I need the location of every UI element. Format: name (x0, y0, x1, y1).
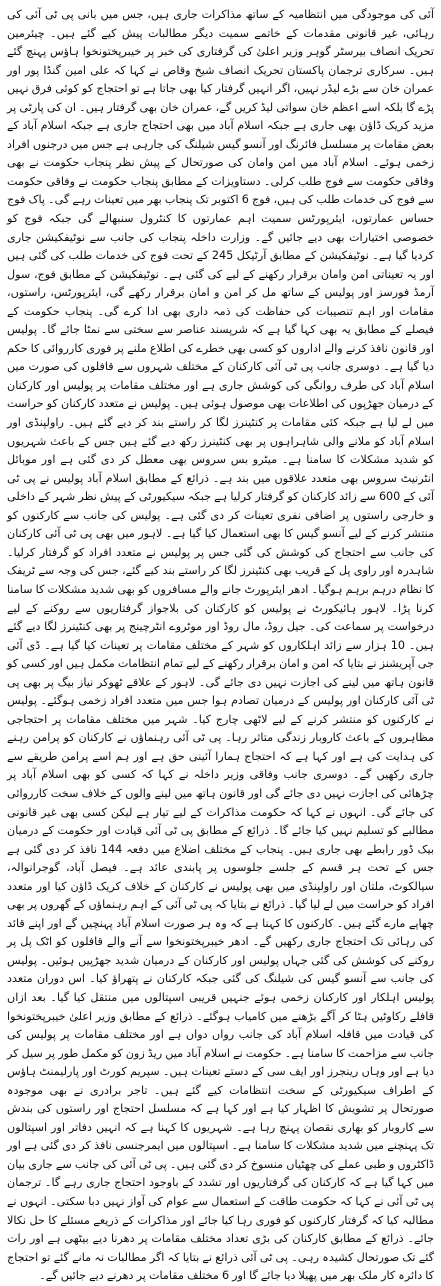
article-body: آئی کی موجودگی میں انتظامیہ کے ساتھ مذاکرات جاری ہیں، جس میں بانی پی ٹی آئی کی رہائی، غیر قانونی مقدمات کے خاتمے سمیت دیگر مطالبات پیش کیے گئے ہیں۔ چیئرمین تحریک انصاف بیرسٹر گوہر وزیر اعلیٰ کی گرفتاری کی خبر پر خیبرپختونخوا ہاؤس پہنچ گئے ہیں۔ سرکاری ترجمان پاکستان تحریک انصاف شیخ وقاص نے کہا کہ علی امین گنڈا پور اور عمران خان سے بڑے لیڈر نہیں، اگر انہیں گرفتار کیا بھی جاتا ہے تو احتجاج کو کوئی فرق نہیں پڑے گا بلکہ اسے اعظم خان سواتی لیڈ کریں گے، عمران خان بھی گرفتار ہیں۔ ان کی پارٹی پر مزید کریک ڈاؤن بھی جاری ہے جبکہ اسلام آباد میں بھی احتجاج جاری ہے جبکہ اسلام آباد کے بعض مقامات پر مسلسل فائرنگ اور آنسو گیس شیلنگ کی جارہی ہے جس میں درجنوں افراد زخمی ہوئے۔ اسلام آباد میں امن وامان کی صورتحال کے پیش نظر پنجاب حکومت نے بھی وفاقی حکومت سے فوج طلب کرلی۔ دستاویزات کے مطابق پنجاب حکومت نے وفاقی حکومت سے فوج کی خدمات طلب کی ہیں، فوج 6 اکتوبر تک پنجاب بھر میں تعینات رہے گی۔ پاک فوج حساس عمارتوں، ایئرپورٹس سمیت اہم عمارتوں کا کنٹرول سنبھالے گی جبکہ فوج کو خصوصی اختیارات بھی دیے جائیں گے۔ وزارت داخلہ پنجاب کی جانب سے نوٹیفکیشن جاری کردیا گیا ہے۔ نوٹیفکیشن کے مطابق آرٹیکل 245 کے تحت فوج کی خدمات طلب کی گئی ہیں اور یہ تعیناتی امن وامان برقرار رکھنے کے لیے کی گئی ہے۔ نوٹیفکیشن کے مطابق فوج، سول آرمڈ فورسز اور پولیس کے ساتھ مل کر امن و امان برقرار رکھے گی، ایئرپورٹس، راستوں، مقامات اور اہم تنصیبات کی حفاظت کی ذمہ داری بھی ادا کرے گی۔ پنجاب حکومت کے فیصلے کے مطابق یہ بھی کہا گیا ہے کہ شرپسند عناصر سے سختی سے نمٹا جائے گا۔ پولیس اور قانون نافذ کرنے والے اداروں کو کسی بھی خطرے کی اطلاع ملنے پر فوری کارروائی کا حکم دیا گیا ہے۔ دوسری جانب پی ٹی آئی کارکنان کے مختلف شہروں سے قافلوں کی صورت میں اسلام آباد کی طرف روانگی کی کوشش جاری ہے اور مختلف مقامات پر پولیس اور کارکنان کے درمیان جھڑپوں کی اطلاعات بھی موصول ہوئی ہیں۔ پولیس نے متعدد کارکنان کو حراست میں لے لیا ہے جبکہ کئی مقامات پر کنٹینرز لگا کر راستے بند کر دیے گئے ہیں۔ راولپنڈی اور اسلام آباد کو ملانے والی شاہراہوں پر بھی کنٹینرز رکھ دیے گئے ہیں جس کے باعث شہریوں کو شدید مشکلات کا سامنا ہے۔ میٹرو بس سروس بھی معطل کر دی گئی ہے اور موبائل انٹرنیٹ سروس بھی متعدد علاقوں میں بند ہے۔ ذرائع کے مطابق اسلام آباد پولیس نے پی ٹی آئی کے 600 سے زائد کارکنان کو گرفتار کرلیا ہے جبکہ سیکیورٹی کے پیش نظر شہر کے داخلی و خارجی راستوں پر اضافی نفری تعینات کر دی گئی ہے۔ پولیس کی جانب سے کارکنوں کو منتشر کرنے کے لیے آنسو گیس کا بھی استعمال کیا گیا ہے۔ لاہور میں بھی پی ٹی آئی کارکنان کی جانب سے احتجاج کی کوشش کی گئی جس پر پولیس نے متعدد افراد کو گرفتار کرلیا۔ شاہدرہ اور راوی پل کے قریب بھی کنٹینرز لگا کر راستے بند کیے گئے، جس کی وجہ سے ٹریفک کا نظام درہم برہم ہوگیا۔ ادھر ایئرپورٹ جانے والے مسافروں کو بھی شدید مشکلات کا سامنا کرنا پڑا۔ لاہور ہائیکورٹ نے پولیس کو کارکنان کی بلاجواز گرفتاریوں سے روکنے کے لیے درخواست پر سماعت کی۔ جیل روڈ، مال روڈ اور موٹروے انٹرچینج پر بھی کنٹینرز لگا دیے گئے ہیں۔ 10 ہزار سے زائد اہلکاروں کو شہر کے مختلف مقامات پر تعینات کیا گیا ہے۔ ڈی آئی جی آپریشنز نے بتایا کہ امن و امان برقرار رکھنے کے لیے تمام انتظامات مکمل ہیں اور کسی کو قانون ہاتھ میں لینے کی اجازت نہیں دی جائے گی۔ لاہور کے علاقے ٹھوکر نیاز بیگ پر بھی پی ٹی آئی کارکنان اور پولیس کے درمیان تصادم ہوا جس میں متعدد افراد زخمی ہوگئے۔ پولیس نے کارکنوں کو منتشر کرنے کے لیے لاٹھی چارج کیا۔ شہر میں مختلف مقامات پر احتجاجی مظاہروں کے باعث کاروبار زندگی متاثر رہا۔ پی ٹی آئی رہنماؤں نے کارکنان کو پرامن رہنے کی ہدایت کی ہے اور کہا ہے کہ احتجاج ہمارا آئینی حق ہے اور ہم اسے پرامن طریقے سے جاری رکھیں گے۔ دوسری جانب وفاقی وزیر داخلہ نے کہا کہ کسی کو بھی اسلام آباد پر چڑھائی کی اجازت نہیں دی جائے گی اور قانون ہاتھ میں لینے والوں کے خلاف سخت کارروائی کی جائے گی۔ انہوں نے کہا کہ حکومت مذاکرات کے لیے تیار ہے لیکن کسی بھی غیر قانونی مطالبے کو تسلیم نہیں کیا جائے گا۔ ذرائع کے مطابق پی ٹی آئی قیادت اور حکومت کے درمیان بیک ڈور رابطے بھی جاری ہیں۔ پنجاب کے مختلف اضلاع میں دفعہ 144 نافذ کر دی گئی ہے جس کے تحت ہر قسم کے جلسے جلوسوں پر پابندی عائد ہے۔ فیصل آباد، گوجرانوالہ، سیالکوٹ، ملتان اور راولپنڈی میں بھی پولیس نے کارکنان کے خلاف کریک ڈاؤن کیا اور متعدد افراد کو حراست میں لے لیا گیا۔ ذرائع نے بتایا کہ پی ٹی آئی کے اہم رہنماؤں کے گھروں پر بھی چھاپے مارے گئے ہیں۔ کارکنوں کا کہنا ہے کہ وہ ہر صورت اسلام آباد پہنچیں گے اور اپنے قائد کی رہائی تک احتجاج جاری رکھیں گے۔ ادھر خیبرپختونخوا سے آنے والے قافلوں کو اٹک پل پر روکنے کی کوشش کی گئی جہاں پولیس اور کارکنان کے درمیان شدید جھڑپیں ہوئیں۔ پولیس کی جانب سے آنسو گیس کی شیلنگ کی گئی جبکہ کارکنان نے پتھراؤ کیا۔ اس دوران متعدد پولیس اہلکار اور کارکنان زخمی ہوئے جنہیں قریبی اسپتالوں میں منتقل کیا گیا۔ بعد ازاں قافلے رکاوٹیں ہٹا کر آگے بڑھنے میں کامیاب ہوگئے۔ ذرائع کے مطابق وزیر اعلیٰ خیبرپختونخوا کی قیادت میں قافلہ اسلام آباد کی جانب رواں دواں ہے اور مختلف مقامات پر پولیس کی جانب سے مزاحمت کا سامنا ہے۔ حکومت نے اسلام آباد میں ریڈ زون کو مکمل طور پر سیل کر دیا ہے اور وہاں رینجرز اور ایف سی کے دستے تعینات ہیں۔ سپریم کورٹ اور پارلیمنٹ ہاؤس کے اطراف سیکیورٹی کے سخت انتظامات کیے گئے ہیں۔ تاجر برادری نے بھی موجودہ صورتحال پر تشویش کا اظہار کیا ہے اور کہا ہے کہ مسلسل احتجاج اور راستوں کی بندش سے کاروبار کو بھاری نقصان پہنچ رہا ہے۔ شہریوں کا کہنا ہے کہ انہیں دفاتر اور اسپتالوں تک پہنچنے میں شدید مشکلات کا سامنا ہے۔ اسپتالوں میں ایمرجنسی نافذ کر دی گئی ہے اور ڈاکٹروں و طبی عملے کی چھٹیاں منسوخ کر دی گئی ہیں۔ پی ٹی آئی کی جانب سے جاری بیان میں کہا گیا ہے کہ کارکنان کی گرفتاریوں اور تشدد کے باوجود احتجاج جاری رہے گا۔ ترجمان پی ٹی آئی نے کہا کہ حکومت طاقت کے استعمال سے عوام کی آواز نہیں دبا سکتی۔ انہوں نے مطالبہ کیا کہ گرفتار کارکنوں کو فوری رہا کیا جائے اور مذاکرات کے ذریعے مسئلے کا حل نکالا جائے۔ ذرائع کے مطابق کارکنان کی بڑی تعداد مختلف مقامات پر دھرنا دیے بیٹھی ہے اور رات گئے تک صورتحال کشیدہ رہی۔ پی ٹی آئی ذرائع نے بتایا کہ اگر مطالبات نہ مانے گئے تو احتجاج کا دائرہ کار ملک بھر میں پھیلا دیا جائے گا اور 6 مختلف مقامات پر دھرنے دیے جائیں گے۔ (7, 8, 434, 1283)
